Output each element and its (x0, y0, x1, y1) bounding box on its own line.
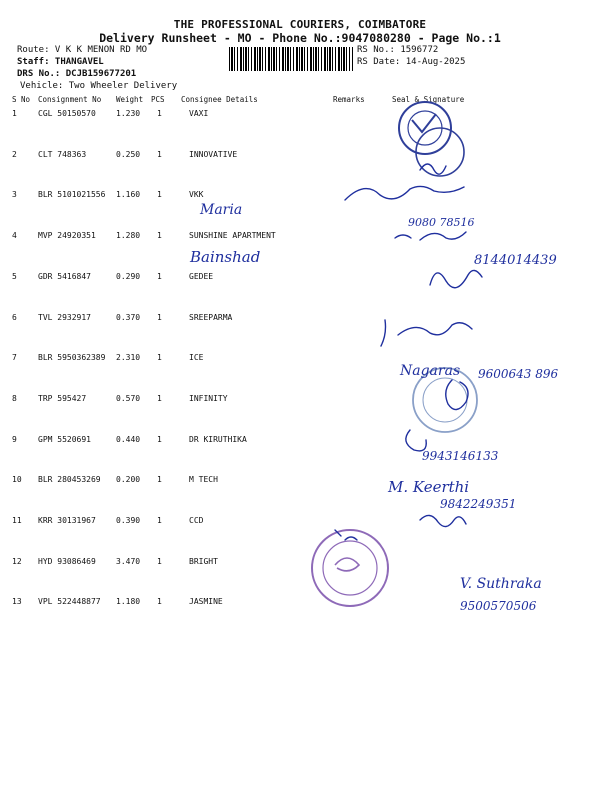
col-weight: Weight (116, 95, 144, 104)
handwritten-phone-row10: 9842249351 (440, 497, 517, 511)
handwritten-phone-row13: 9500570506 (460, 599, 537, 613)
handwritten-name-row10: M. Keerthi (388, 478, 470, 496)
col-seal-signature: Seal & Signature (392, 95, 465, 104)
row-pcs: 1 (157, 150, 162, 159)
rs-date: RS Date: 14-Aug-2025 (357, 57, 466, 67)
row-sno: 1 (12, 109, 17, 118)
row-pcs: 1 (157, 109, 162, 118)
row-consignee: GEDEE (189, 272, 214, 281)
row-sno: 4 (12, 231, 17, 240)
row-weight: 0.290 (116, 272, 141, 281)
handwritten-name-row7: Nagaras (400, 363, 461, 379)
row-weight: 2.310 (116, 353, 141, 362)
row-sno: 12 (12, 557, 22, 566)
seal-stamp-top (399, 102, 464, 176)
row-sno: 11 (12, 516, 22, 525)
rs-number: RS No.: 1596772 (357, 45, 439, 55)
row-pcs: 1 (157, 353, 162, 362)
row-consignee: SUNSHINE APARTMENT (189, 231, 276, 240)
drs-label: DRS No.: DCJB159677201 (17, 69, 137, 79)
row-consignee: INFINITY (189, 394, 228, 403)
row-pcs: 1 (157, 597, 162, 606)
row-consignment-no: BLR 5101021556 (38, 190, 106, 199)
row-pcs: 1 (157, 557, 162, 566)
row-consignment-no: BLR 5950362389 (38, 353, 106, 362)
row-weight: 1.280 (116, 231, 141, 240)
row-consignee: CCD (189, 516, 204, 525)
row-consignee: DR KIRUTHIKA (189, 435, 247, 444)
row-consignee: JASMINE (189, 597, 223, 606)
row-pcs: 1 (157, 272, 162, 281)
row-pcs: 1 (157, 435, 162, 444)
handwritten-name-row3: Maria (200, 202, 243, 218)
handwritten-name-row13: V. Suthraka (460, 576, 542, 592)
row-consignment-no: BLR 280453269 (38, 475, 101, 484)
handwritten-name-row4: Bainshad (190, 248, 261, 266)
row-consignment-no: CGL 50150570 (38, 109, 96, 118)
row-consignment-no: VPL 522448877 (38, 597, 101, 606)
vehicle-label: Vehicle: Two Wheeler Delivery (20, 81, 178, 91)
row-weight: 0.370 (116, 313, 141, 322)
row-consignee: INNOVATIVE (189, 150, 238, 159)
runsheet-title: Delivery Runsheet - MO - Phone No.:9047080280 - Page No.:1 (99, 31, 501, 45)
row-weight: 3.470 (116, 557, 141, 566)
row-pcs: 1 (157, 313, 162, 322)
staff-label: Staff: THANGAVEL (17, 57, 104, 67)
row-consignment-no: GDR 5416847 (38, 272, 91, 281)
row-sno: 8 (12, 394, 17, 403)
row-pcs: 1 (157, 516, 162, 525)
row-consignee: VKK (189, 190, 204, 199)
col-sno: S No (12, 95, 31, 104)
row-pcs: 1 (157, 190, 162, 199)
row-consignee: SREEPARMA (189, 313, 233, 322)
row-weight: 0.390 (116, 516, 141, 525)
row-sno: 10 (12, 475, 22, 484)
row-sno: 5 (12, 272, 17, 281)
row-consignment-no: KRR 30131967 (38, 516, 96, 525)
barcode (229, 47, 353, 71)
row-consignment-no: TRP 595427 (38, 394, 87, 403)
handwritten-phone-row4: 8144014439 (474, 253, 557, 268)
row-weight: 0.570 (116, 394, 141, 403)
signature-scribbles (335, 164, 482, 540)
row-consignment-no: HYD 93086469 (38, 557, 96, 566)
row-sno: 6 (12, 313, 17, 322)
handwritten-phone-row7: 9600643 896 (478, 367, 559, 381)
row-pcs: 1 (157, 394, 162, 403)
row-sno: 3 (12, 190, 17, 199)
row-sno: 13 (12, 597, 22, 606)
row-weight: 1.160 (116, 190, 141, 199)
row-consignment-no: TVL 2932917 (38, 313, 91, 322)
row-consignee: M TECH (189, 475, 218, 484)
row-sno: 9 (12, 435, 17, 444)
row-pcs: 1 (157, 231, 162, 240)
row-weight: 0.250 (116, 150, 141, 159)
col-remarks: Remarks (333, 95, 365, 104)
handwritten-phone-row3: 9080 78516 (408, 216, 475, 229)
handwritten-phone-row9: 9943146133 (422, 449, 499, 463)
col-pcs: PCS (151, 95, 165, 104)
row-consignee: ICE (189, 353, 204, 362)
row-sno: 7 (12, 353, 17, 362)
route-label: Route: V K K MENON RD MO (17, 45, 148, 55)
row-sno: 2 (12, 150, 17, 159)
row-consignment-no: MVP 24920351 (38, 231, 96, 240)
col-consignment: Consignment No (38, 95, 102, 104)
col-consignee: Consignee Details (181, 95, 258, 104)
seal-stamp-middle (413, 368, 477, 432)
row-weight: 1.230 (116, 109, 141, 118)
company-title: THE PROFESSIONAL COURIERS, COIMBATORE (173, 18, 427, 31)
row-consignment-no: CLT 748363 (38, 150, 87, 159)
row-weight: 1.180 (116, 597, 141, 606)
row-consignee: VAXI (189, 109, 209, 118)
row-consignment-no: GPM 5520691 (38, 435, 91, 444)
row-pcs: 1 (157, 475, 162, 484)
seal-stamp-violet (312, 530, 388, 606)
row-consignee: BRIGHT (189, 557, 218, 566)
row-weight: 0.200 (116, 475, 141, 484)
row-weight: 0.440 (116, 435, 141, 444)
